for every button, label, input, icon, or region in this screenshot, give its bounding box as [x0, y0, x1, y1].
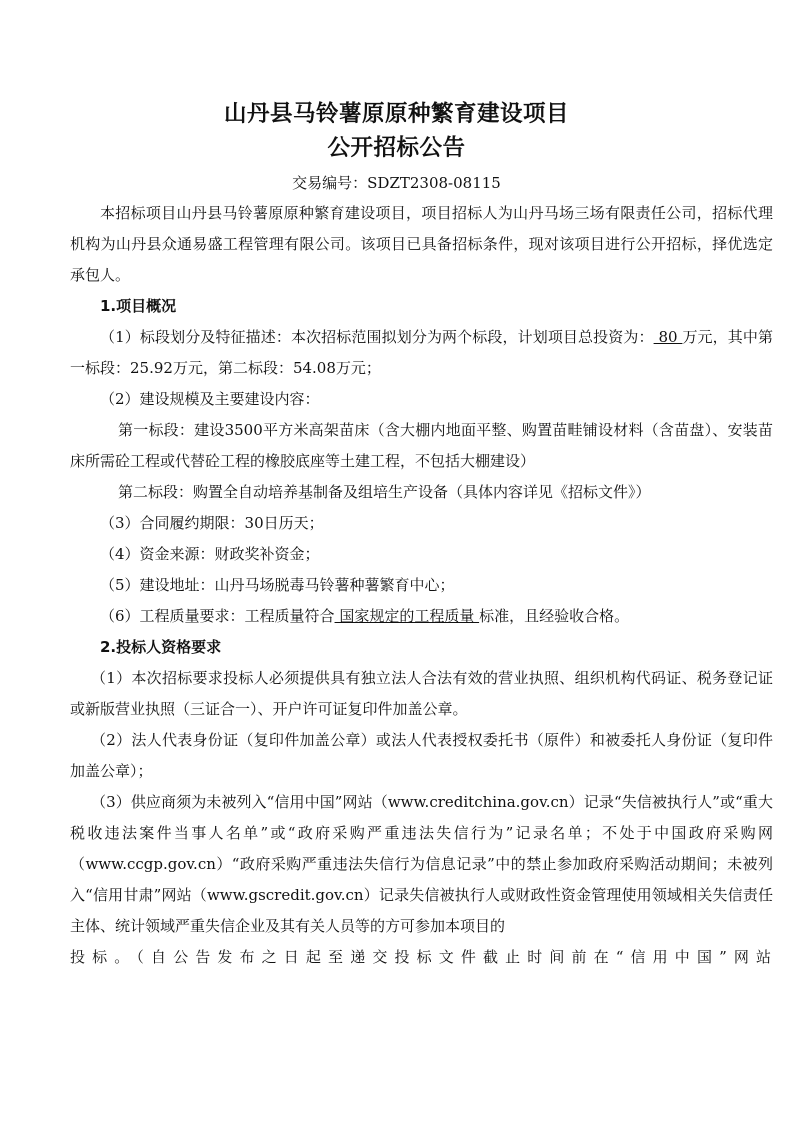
s1-item6	[70, 601, 773, 632]
intro-paragraph: 本招标项目山丹县马铃薯原原种繁育建设项目，项目招标人为山丹马场三场有限责任公司，招标代理机构为山丹县众通易盛工程管理有限公司。该项目已具备招标条件，现对该项目进行公开招标，择优选定承包人。	[70, 204, 773, 284]
s1-item1-amount: 80	[653, 328, 683, 346]
s1-item6-post: 标准，且经验收合格。	[479, 607, 630, 625]
s1-lot1: 第一标段：建设3500平方米高架苗床（含大棚内地面平整、购置苗畦铺设材料（含苗盘）、安装苗床所需砼工程或代替砼工程的橡胶底座等土建工程，不包括大棚建设）	[70, 421, 773, 470]
s1-item4: （4）资金来源：财政奖补资金；	[100, 545, 320, 563]
s1-item2: （2）建设规模及主要建设内容：	[100, 390, 320, 408]
s2-item1: （1）本次招标要求投标人必须提供具有独立法人合法有效的营业执照、组织机构代码证、税务登记证或新版营业执照（三证合一）、开户许可证复印件加盖公章。	[70, 669, 773, 718]
s1-item6-std: 国家规定的工程质量	[334, 607, 480, 625]
s1-item1-pre: （1）标段划分及特征描述：本次招标范围拟划分为两个标段，计划项目总投资为：	[100, 328, 654, 346]
s1-item5: （5）建设地址：山丹马场脱毒马铃薯种薯繁育中心；	[100, 576, 455, 594]
s1-item6-pre: （6）工程质量要求：工程质量符合	[100, 607, 335, 625]
s1-lot2: 第二标段：购置全自动培养基制备及组培生产设备（具体内容详见《招标文件》）	[118, 483, 651, 501]
document-body	[70, 198, 773, 973]
page-subtitle: 公开招标公告	[327, 135, 466, 161]
s1-item3: （3）合同履约期限：30日历天；	[100, 514, 324, 532]
s1-item1-post: 万元，其中第一标段：25.92万元，第二标段：54.08万元；	[70, 328, 773, 377]
bid-number: 交易编号：SDZT2308-08115	[292, 174, 501, 192]
section2-heading: 2.投标人资格要求	[100, 638, 222, 656]
s2-item3: （3）供应商须为未被列入“信用中国”网站（www.creditchina.gov.cn）记录“失信被执行人”或“重大税收违法案件当事人名单”或“政府采购严重违法失信行为”记录名单；不处于中国政府采购网（www.ccgp.gov.cn）“政府采购严重违法失信行为信息记录”中的禁止参加政府采购活动期间；未被列入“信用甘肃”网站（www.gscredit.gov.cn）记录失信被执行人或财政性资金管理使用领域相关失信责任主体、统计领域严重失信企业及其有关人员等的方可参加本项目的	[70, 793, 773, 935]
s2-item2: （2）法人代表身份证（复印件加盖公章）或法人代表授权委托书（原件）和被委托人身份证（复印件加盖公章）；	[70, 731, 773, 780]
s1-item1	[70, 322, 773, 384]
s2-item3-last: 投标。（自公告发布之日起至递交投标文件截止时间前在“信用中国”网站	[70, 948, 773, 966]
section1-heading: 1.项目概况	[100, 297, 177, 315]
page-title: 山丹县马铃薯原原种繁育建设项目	[223, 101, 569, 127]
